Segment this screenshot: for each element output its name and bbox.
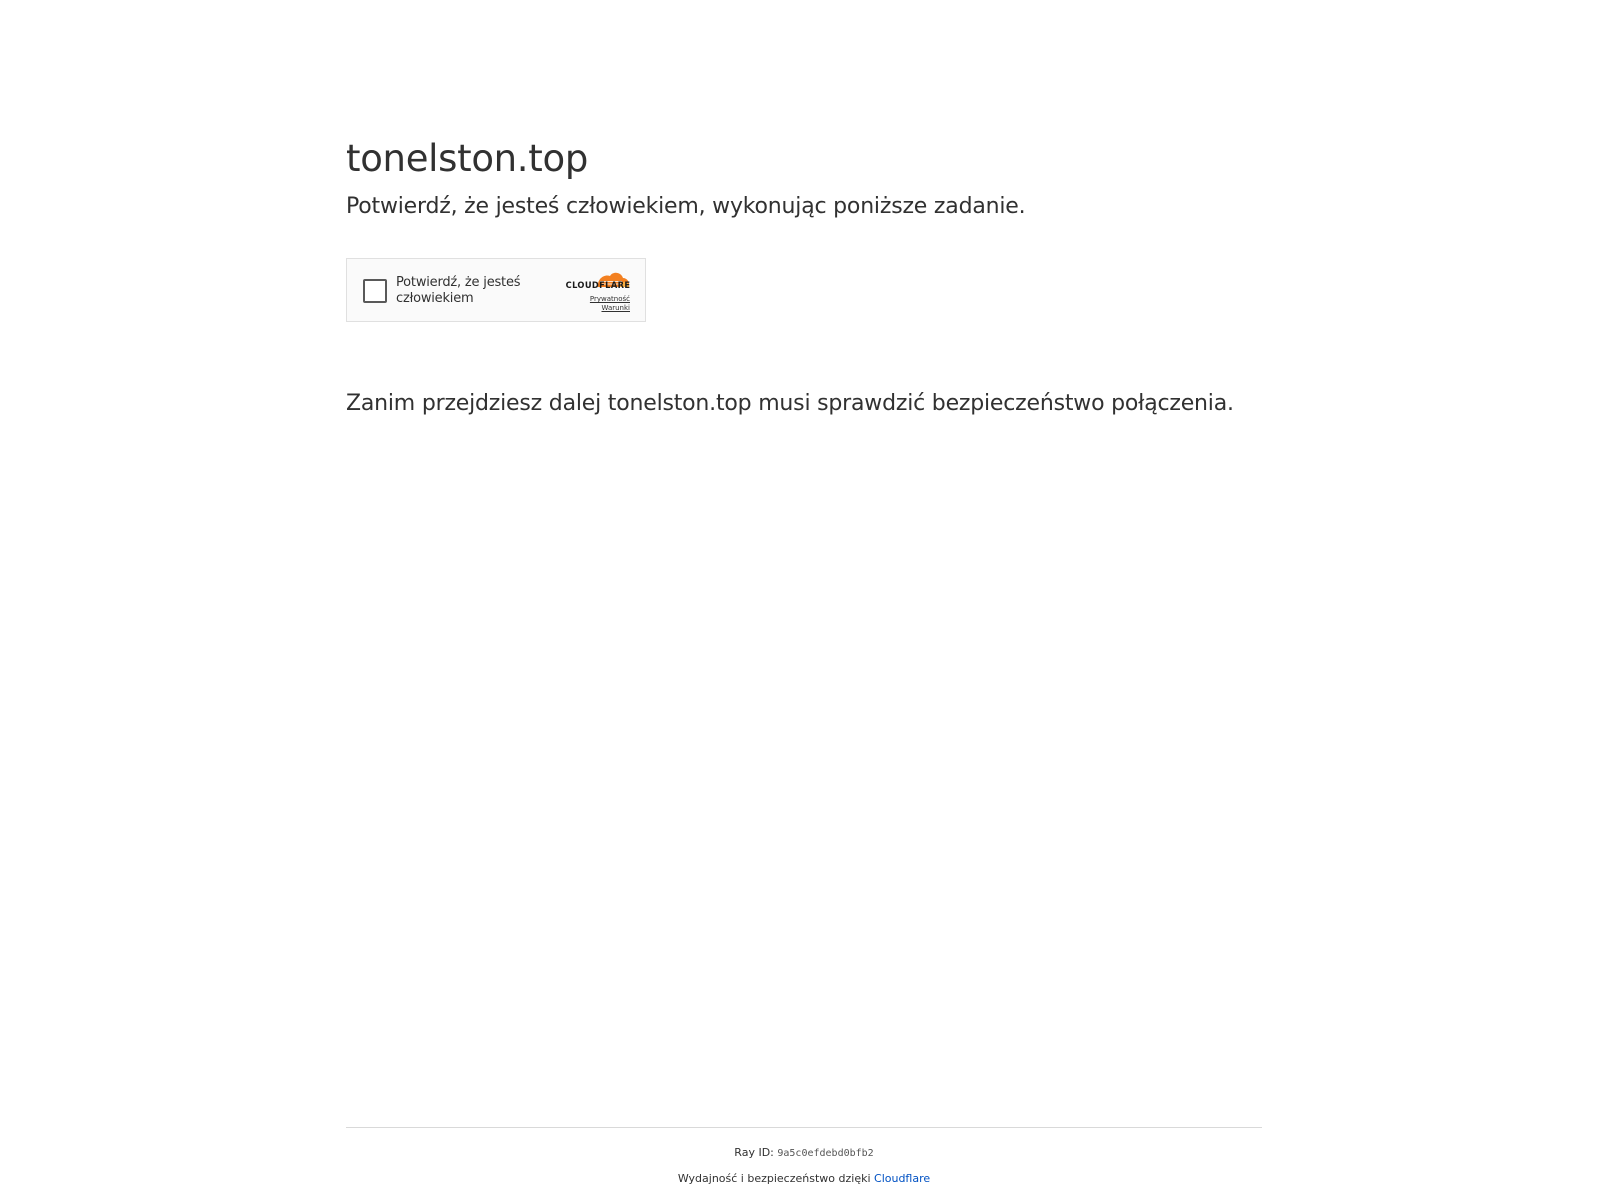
privacy-link[interactable]: Prywatność (589, 295, 630, 303)
turnstile-widget (346, 258, 646, 322)
ray-id-value: 9a5c0efdebd0bfb2 (777, 1148, 874, 1159)
checkbox-label: Potwierdź, że jesteś człowiekiem (396, 275, 521, 306)
ray-id-label: Ray ID: (734, 1146, 774, 1159)
performance-line (346, 1172, 1262, 1186)
ray-id-line (346, 1146, 1262, 1161)
footer-divider (346, 1127, 1262, 1128)
challenge-subtitle: Potwierdź, że jesteś człowiekiem, wykonując poniższe zadanie. (346, 194, 1026, 219)
terms-link[interactable]: Warunki (601, 304, 630, 312)
site-name-heading: tonelston.top (346, 137, 589, 180)
performance-text: Wydajność i bezpieczeństwo dzięki (677, 1172, 871, 1185)
human-verification-checkbox[interactable] (363, 279, 387, 303)
cloudflare-wordmark: CLOUDFLARE (565, 281, 630, 291)
security-check-message: Zanim przejdziesz dalej tonelston.top musi sprawdzić bezpieczeństwo połączenia. (346, 391, 1234, 416)
cloudflare-link[interactable]: Cloudflare (874, 1172, 931, 1185)
